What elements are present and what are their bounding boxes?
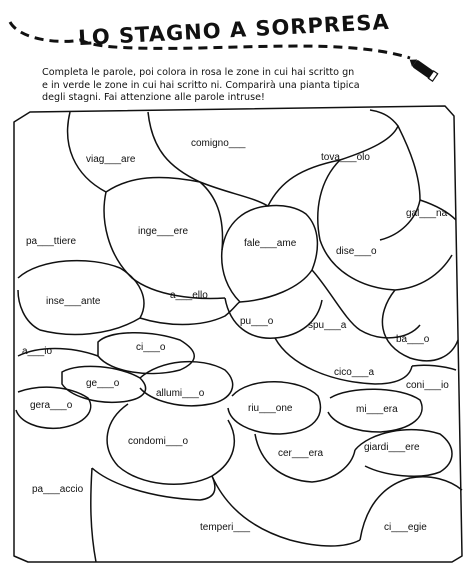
word-bagno: ba___o (396, 334, 430, 345)
word-condominio: condomi___o (128, 436, 189, 447)
word-temperino: temperi___ (200, 522, 251, 533)
word-cigno: ci___o (136, 342, 166, 353)
instruction-line-1: Completa le parole, poi colora in rosa le zone in cui hai scritto gn (42, 67, 355, 78)
region-paniaccio (91, 468, 96, 562)
word-paniaccio: pa___accio (32, 484, 84, 495)
word-insegnante: inse___ante (46, 296, 101, 307)
region-ingegnere (104, 192, 225, 298)
region-falegname (222, 205, 318, 302)
instruction-line-2: e in verde le zone in cui hai scritto ni. Comparirà una pianta tipica (42, 79, 360, 91)
word-alluminio: allumi___o (156, 388, 205, 399)
word-miniera: mi___era (356, 404, 398, 415)
word-tovagliolo: tova___olo (321, 152, 370, 163)
word-falegname: fale___ame (244, 238, 297, 249)
word-giardiniere: giardi___ere (364, 442, 420, 453)
region-temperino (212, 476, 360, 546)
word-comigno: comigno___ (191, 138, 246, 149)
word-spugna: spu___a (308, 320, 347, 331)
region-disegno (318, 160, 452, 290)
word-galina: gal___na (406, 208, 448, 219)
word-gerano: gera___o (30, 400, 73, 411)
word-coniglio: coni___io (406, 380, 449, 391)
word-gelo: ge___o (86, 378, 120, 389)
word-ciliegie: ci___egie (384, 522, 427, 533)
word-cerniera: cer___era (278, 448, 324, 459)
word-ambio: a___io (22, 346, 53, 357)
region-viaggiare (68, 112, 200, 192)
word-ingegnere: inge___ere (138, 226, 189, 237)
word-panettiere: pa___ttiere (26, 236, 77, 247)
page-title: LO STAGNO A SORPRESA (77, 9, 391, 51)
word-viaggiare: viag___are (86, 154, 136, 165)
word-riunione: riu___one (248, 403, 293, 414)
word-agnello: a___ello (170, 290, 208, 301)
word-disegno: dise___o (336, 246, 377, 257)
word-pugno: pu___o (240, 316, 274, 327)
word-cicogna: cico___a (334, 367, 375, 378)
region-agnello (140, 302, 240, 325)
instruction-line-3: degli stagni. Fai attenzione alle parole intruse! (42, 92, 265, 104)
region-coniglio (412, 365, 456, 370)
